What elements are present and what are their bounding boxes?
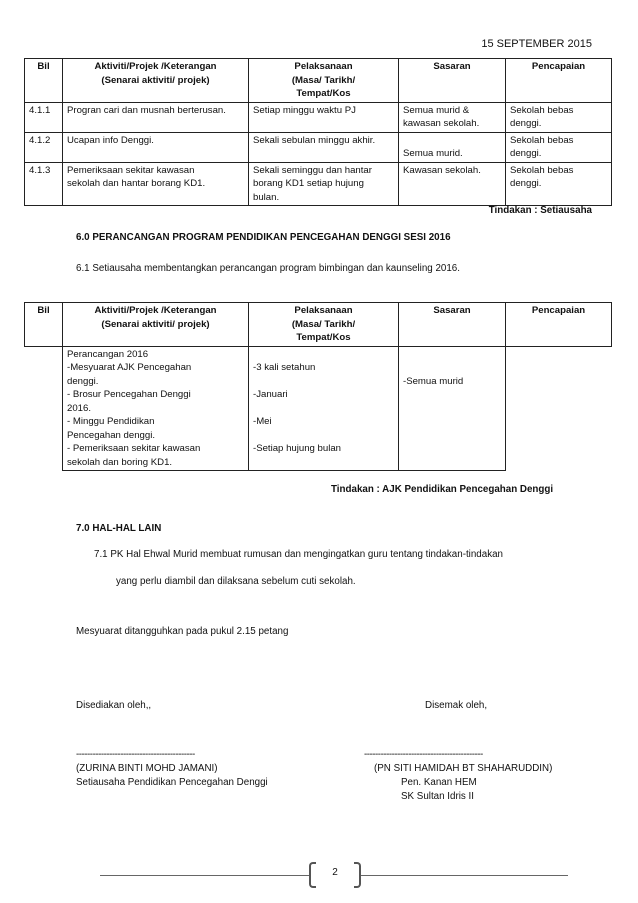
sasaran-cell: [399, 346, 506, 471]
section-7-heading: 7.0 HAL-HAL LAIN: [76, 523, 162, 534]
aktiviti-cell: [63, 346, 249, 471]
header-bil: Bil: [25, 303, 63, 347]
cell-line: -Mei: [253, 416, 272, 427]
section-7-1-text-line1: 7.1 PK Hal Ehwal Murid membuat rumusan dan mengingatkan guru tentang tindakan-tindakan: [94, 549, 503, 560]
page-number: 2: [332, 867, 338, 878]
left-signatory-name: (ZURINA BINTI MOHD JAMANI): [76, 763, 218, 774]
cell-line: [403, 361, 501, 375]
cell-line: 2016.: [67, 402, 92, 414]
pelaksanaan-cell: Setiap minggu waktu PJ: [249, 102, 399, 132]
header-pencapaian: Pencapaian: [506, 59, 612, 103]
cell-line: [253, 348, 394, 362]
cell-line: Perancangan 2016: [67, 348, 149, 360]
section-7-1-text-line2: yang perlu diambil dan dilaksana sebelum cuti sekolah.: [116, 576, 356, 587]
bil-cell: 4.1.1: [25, 102, 63, 132]
table-row: [25, 162, 612, 206]
cell-line: [403, 348, 501, 362]
header-pencapaian: Pencapaian: [506, 303, 612, 347]
table-header-row: [25, 59, 612, 103]
empty-pencapaian-cell: [506, 346, 612, 471]
document-date: 15 SEPTEMBER 2015: [481, 38, 592, 50]
cell-line: - Minggu Pendidikan: [67, 416, 155, 427]
sasaran-cell: Kawasan sekolah.: [399, 162, 506, 206]
sasaran-cell: Semua murid & kawasan sekolah.: [399, 102, 506, 132]
empty-bil-cell: [25, 346, 63, 471]
right-signatory-role: Pen. Kanan HEM: [401, 777, 477, 788]
header-aktiviti: Aktiviti/Projek /Keterangan (Senarai aktiviti/ projek): [63, 303, 249, 347]
aktiviti-cell: Pemeriksaan sekitar kawasan sekolah dan hantar borang KD1.: [63, 162, 249, 206]
pencapaian-cell: Sekolah bebas denggi.: [506, 102, 612, 132]
cell-line: -Semua murid: [403, 375, 464, 387]
header-bil: Bil: [25, 59, 63, 103]
header-aktiviti: Aktiviti/Projek /Keterangan (Senarai aktiviti/ projek): [63, 59, 249, 103]
cell-line: [253, 456, 394, 470]
cell-line: -3 kali setahun: [253, 362, 316, 373]
bil-cell: 4.1.3: [25, 162, 63, 206]
header-sasaran: Sasaran: [399, 59, 506, 103]
cell-line: sekolah dan boring KD1.: [67, 456, 173, 468]
adjournment-text: Mesyuarat ditangguhkan pada pukul 2.15 petang: [76, 626, 289, 637]
table-row: [25, 132, 612, 162]
table-row: [25, 102, 612, 132]
tindakan-ajk: Tindakan : AJK Pendidikan Pencegahan Denggi: [331, 484, 554, 495]
cell-line: -Setiap hujung bulan: [253, 443, 342, 454]
left-signature-line: -------------------------------------------: [76, 749, 195, 760]
left-signatory-role: Setiausaha Pendidikan Pencegahan Denggi: [76, 777, 268, 788]
right-signature-line: -------------------------------------------: [364, 749, 483, 760]
pencapaian-cell: Sekolah bebas denggi.: [506, 162, 612, 206]
aktiviti-cell: Progran cari dan musnah berterusan.: [63, 102, 249, 132]
right-signatory-name: (PN SITI HAMIDAH BT SHAHARUDDIN): [374, 763, 553, 774]
header-pelaksanaan: Pelaksanaan (Masa/ Tarikh/ Tempat/Kos: [249, 303, 399, 347]
header-pelaksanaan: Pelaksanaan (Masa/ Tarikh/ Tempat/Kos: [249, 59, 399, 103]
activity-table-1: [24, 58, 612, 206]
aktiviti-cell: Ucapan info Denggi.: [63, 132, 249, 162]
table-header-row: [25, 303, 612, 347]
prepared-by-label: Disediakan oleh,,: [76, 700, 152, 711]
page-number-box: [309, 862, 361, 886]
cell-line: [253, 402, 394, 416]
reviewed-by-label: Disemak oleh,: [425, 700, 488, 711]
pelaksanaan-cell: [249, 346, 399, 471]
cell-line: [253, 375, 394, 389]
cell-line: -Januari: [253, 389, 288, 400]
pelaksanaan-cell: Sekali seminggu dan hantar borang KD1 setiap hujung bulan.: [249, 162, 399, 206]
cell-line: Pencegahan denggi.: [67, 429, 156, 441]
right-signatory-school: SK Sultan Idris II: [401, 791, 474, 802]
tindakan-setiausaha: Tindakan : Setiausaha: [488, 205, 592, 216]
activity-table-2: [24, 302, 612, 471]
section-6-1-text: 6.1 Setiausaha membentangkan perancangan program bimbingan dan kaunseling 2016.: [76, 263, 460, 274]
cell-line: [253, 429, 394, 443]
table-row: [25, 346, 612, 471]
bil-cell: 4.1.2: [25, 132, 63, 162]
right-bracket-icon: [354, 862, 361, 888]
cell-line: denggi.: [67, 375, 99, 387]
cell-line: - Brosur Pencegahan Denggi: [67, 389, 191, 400]
pencapaian-cell: Sekolah bebas denggi.: [506, 132, 612, 162]
section-6-heading: 6.0 PERANCANGAN PROGRAM PENDIDIKAN PENCEGAHAN DENGGI SESI 2016: [76, 232, 451, 243]
cell-line: -Mesyuarat AJK Pencegahan: [67, 362, 192, 373]
cell-line: - Pemeriksaan sekitar kawasan: [67, 443, 201, 454]
header-sasaran: Sasaran: [399, 303, 506, 347]
pelaksanaan-cell: Sekali sebulan minggu akhir.: [249, 132, 399, 162]
sasaran-cell: Semua murid.: [399, 132, 506, 162]
